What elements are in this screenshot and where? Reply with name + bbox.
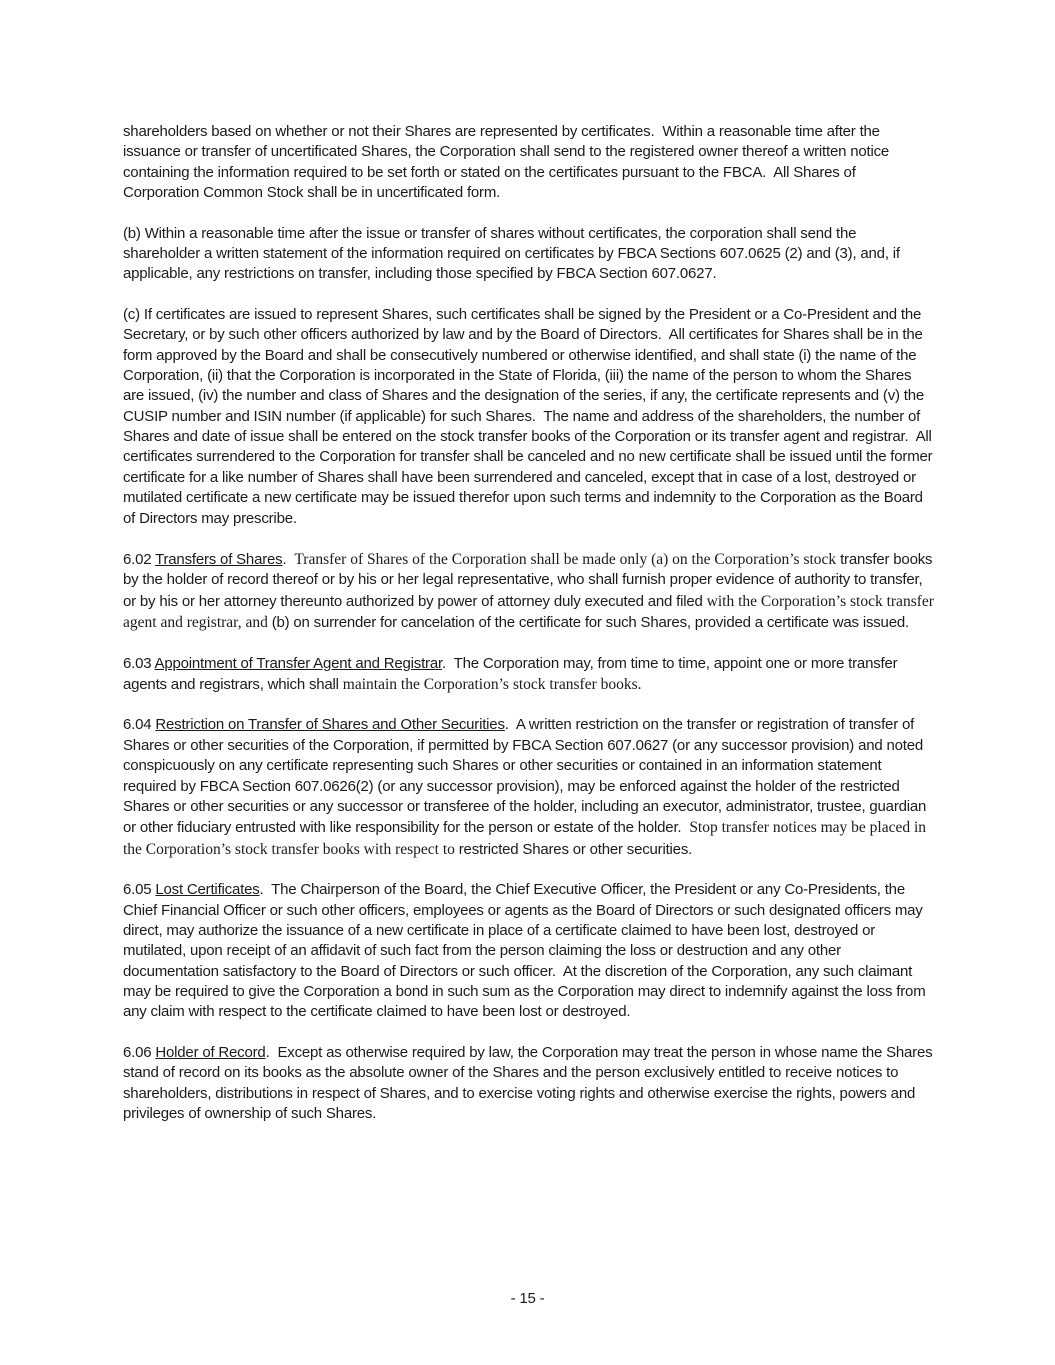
body-text: restricted Shares or other securities. bbox=[458, 840, 693, 858]
section-number: 6.04 bbox=[123, 716, 156, 734]
body-text: maintain the Corporation’s stock transfer books. bbox=[342, 675, 642, 693]
section-title: Restriction on Transfer of Shares and Other Securities bbox=[155, 716, 505, 734]
section-6-06 bbox=[123, 1043, 935, 1125]
section-title: Appointment of Transfer Agent and Registrar bbox=[154, 654, 442, 672]
body-text: . The Chairperson of the Board, the Chief Executive Officer, the President or any Co-Presidents, the Chief Financial Officer or such other officers, employees or agents as the Board of Directors or such designated officers may direct, may authorize the issuance of a new certificate in place of a certificate claimed to have been lost, destroyed or mutilated, upon receipt of an affidavit of such fact from the person claiming the loss or destruction and any other documentation satisfactory to the Board of Directors or such officer. At the discretion of the Corporation, any such claimant may be required to give the Corporation a bond in such sum as the Corporation may direct to indemnify against the loss from any claim with respect to the certificate claimed to have been lost or destroyed. bbox=[123, 881, 930, 1021]
paragraph-continuation: shareholders based on whether or not their Shares are represented by certificates. Within a reasonable time after the issuance or transfer of uncertificated Shares, the Corporation shall send to the registered owner thereof a written notice containing the information required to be set forth or stated on the certificates pursuant to the FBCA. All Shares of Corporation Common Stock shall be in uncertificated form. bbox=[123, 123, 893, 202]
body-text: . bbox=[282, 551, 295, 569]
section-number: 6.02 bbox=[123, 551, 156, 569]
section-title: Lost Certificates bbox=[155, 881, 260, 899]
section-title: Transfers of Shares bbox=[155, 551, 283, 569]
section-title: Holder of Record bbox=[155, 1043, 266, 1061]
paragraph-item-c: (c) If certificates are issued to represent Shares, such certificates shall be signed by the President or a Co-President and the Secretary, or by such other officers authorized by law and by the Board of Directors. All certificates for Shares shall be in the form approved by the Board and shall be consecutively numbered or otherwise identified, and shall state (i) the name of the Corporation, (ii) that the Corporation is incorporated in the State of Florida, (iii) the name of the person to whom the Shares are issued, (iv) the number and class of Shares and the designation of the series, if any, the certificate represents and (v) the CUSIP number and ISIN number (if applicable) for such Shares. The name and address of the shareholders, the number of Shares and date of issue shall be entered on the stock transfer books of the Corporation or its transfer agent and registrar. All certificates surrendered to the Corporation for transfer shall be canceled and no new certificate shall be issued until the former certificate for a like number of Shares shall have been surrendered and canceled, except that in case of a lost, destroyed or mutilated certificate a new certificate may be issued therefor upon such terms and indemnity to the Corporation as the Board of Directors may prescribe. bbox=[123, 305, 937, 527]
body-text: with the Corporation’s stock transfer agent and registrar, and bbox=[123, 592, 938, 632]
paragraph-item-b: (b) Within a reasonable time after the issue or transfer of shares without certificates, the corporation shall send the shareholder a written statement of the information required on certificates by FBCA Sections 607.0625 (2) and (3), and, if applicable, any restrictions on transfer, including those specified by FBCA Section 607.0627. bbox=[123, 224, 904, 283]
section-number: 6.05 bbox=[123, 881, 156, 899]
section-6-02 bbox=[123, 549, 938, 634]
body-text: . Except as otherwise required by law, the Corporation may treat the person in whose name the Shares stand of record on its books as the absolute owner of the Shares and the person exclusively entitled to receive notices to shareholders, distributions in respect of Shares, and to exercise voting rights and otherwise exercise the rights, powers and privileges of ownership of such Shares. bbox=[123, 1043, 937, 1123]
body-text: . A written restriction on the transfer or registration of transfer of Shares or other securities of the Corporation, if permitted by FBCA Section 607.0627 (or any successor provision) and noted conspicuously on any certificate representing such Shares or other securities or contained in an information statement required by FBCA Section 607.0626(2) (or any successor provision), may be enforced against the holder of the restricted Shares or other securities or any successor or transferee of the holder, including an executor, administrator, trustee, guardian or other fiduciary entrusted with like responsibility for the person or estate of the holder. bbox=[123, 716, 931, 837]
body-text: Stop transfer notices may be placed in the Corporation’s stock transfer books with respect to bbox=[123, 819, 930, 858]
body-text: . The Corporation may, from time to time, appoint one or more transfer agents and registrars, which shall bbox=[123, 654, 902, 693]
body-text: Transfer of Shares of the Corporation shall be made only (a) on the Corporation’s stock bbox=[294, 551, 841, 569]
section-6-05 bbox=[123, 880, 935, 1023]
page-number: - 15 - bbox=[510, 1290, 545, 1307]
section-number: 6.06 bbox=[123, 1043, 156, 1061]
body-text: (b) on surrender for cancelation of the certificate for such Shares, provided a certificate was issued. bbox=[271, 614, 909, 632]
document-body bbox=[123, 122, 938, 1144]
section-6-03 bbox=[123, 654, 935, 696]
section-number: 6.03 bbox=[123, 654, 155, 672]
body-text: transfer books by the holder of record thereof or by his or her legal representative, who shall furnish proper evidence of authority to transfer, or by his or her attorney thereunto authorized by power of attorney duly executed and filed bbox=[123, 551, 937, 610]
section-6-04 bbox=[123, 715, 935, 860]
